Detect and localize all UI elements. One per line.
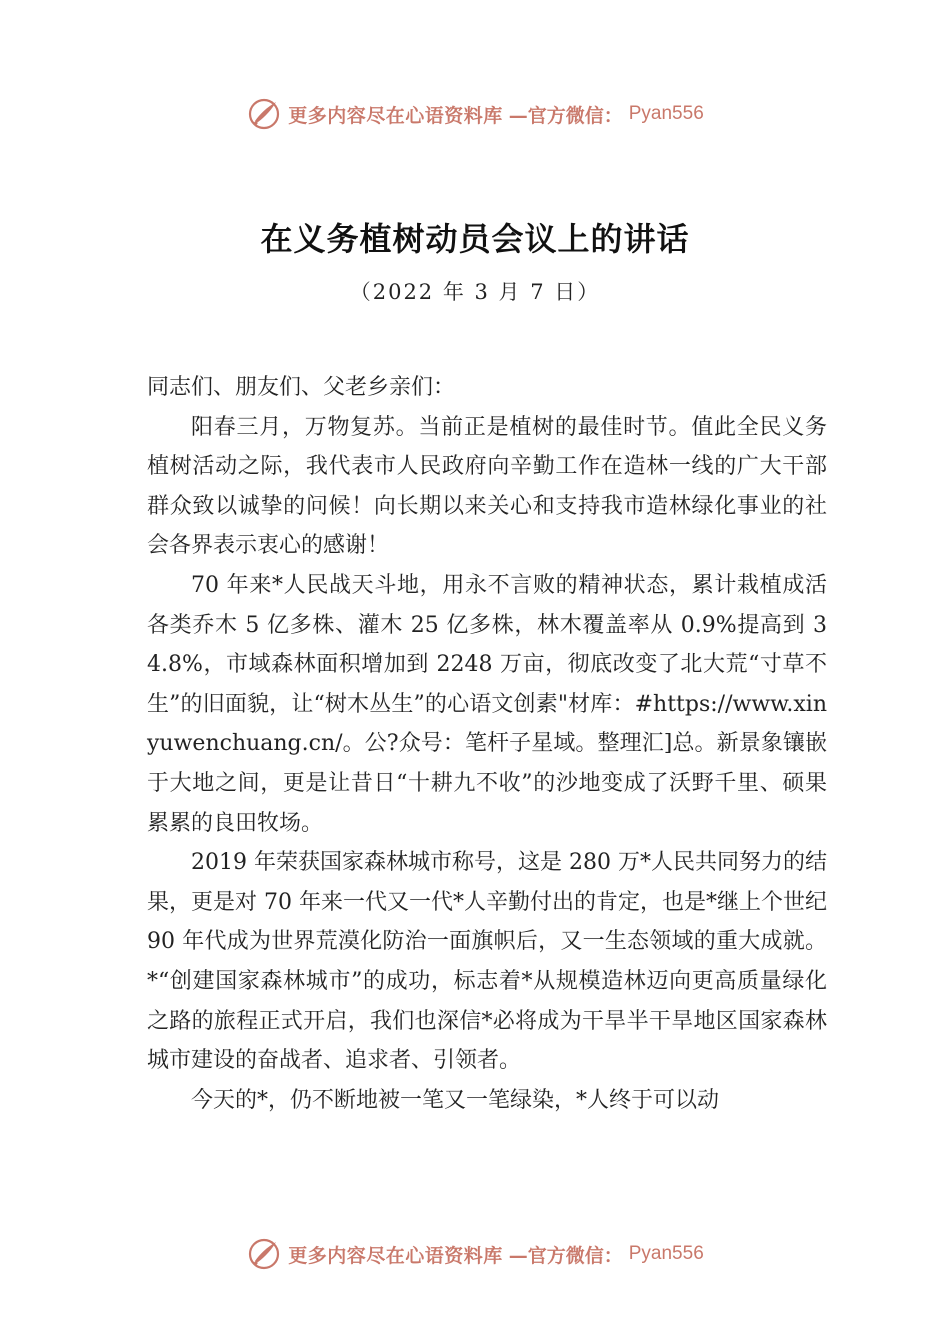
paragraph: 阳春三月，万物复苏。当前正是植树的最佳时节。值此全民义务植树活动之际，我代表市人民政府向辛勤工作在造林一线的广大干部群众致以诚挚的问候！向长期以来关心和支持我市造林绿化事业的社会各界表示衷心的感谢！: [147, 414, 827, 559]
paragraph: 2019 年荣获国家森林城市称号，这是 280 万*人民共同努力的结果，更是对 70 年来一代又一代*人辛勤付出的肯定，也是*继上个世纪 90 年代成为世界荒漠化防治一面旗帜后，又一生态领域的重大成就。*“创建国家森林城市”的成功，标志着*从规模造林迈向更高质量绿化之路的旅程正式开启，我们也深信*必将成为干旱半干旱地区国家森林城市建设的奋战者、追求者、引领者。: [147, 850, 827, 1074]
document-body: [147, 368, 827, 1120]
quill-logo-icon: [246, 1236, 282, 1272]
quill-logo-icon: [246, 96, 282, 132]
speech-date: （2022 年 3 月 7 日）: [349, 280, 601, 304]
footer-banner: [0, 1234, 950, 1274]
paragraph: 今天的*，仍不断地被一笔又一笔绿染，*人终于可以动: [191, 1087, 720, 1113]
header-banner-separator: —官方微信：: [508, 104, 623, 127]
header-banner: [0, 94, 950, 134]
header-wechat-id: Pyan556: [628, 103, 704, 124]
salutation: 同志们、朋友们、父老乡亲们：: [147, 375, 456, 400]
header-banner-text: 更多内容尽在心语资料库: [288, 104, 503, 127]
footer-wechat-id: Pyan556: [628, 1243, 704, 1264]
paragraph: 70 年来*人民战天斗地，用永不言败的精神状态，累计栽植成活各类乔木 5 亿多株、灌木 25 亿多株，林木覆盖率从 0.9%提高到 34.8%，市域森林面积增加到 2248 万亩，彻底改变了北大荒“寸草不生”的旧面貌，让“树木丛生”的心语文创素"材库：#https://www.xinyuwenchuang.cn/。公?众号：笔杆子星域。整理汇]总。新景象镶嵌于大地之间，更是让昔日“十耕九不收”的沙地变成了沃野千里、硕果累累的良田牧场。: [147, 572, 827, 836]
footer-banner-separator: —官方微信：: [508, 1244, 623, 1267]
page-title: 在义务植树动员会议上的讲话: [260, 220, 690, 258]
footer-banner-text: 更多内容尽在心语资料库: [288, 1244, 503, 1267]
